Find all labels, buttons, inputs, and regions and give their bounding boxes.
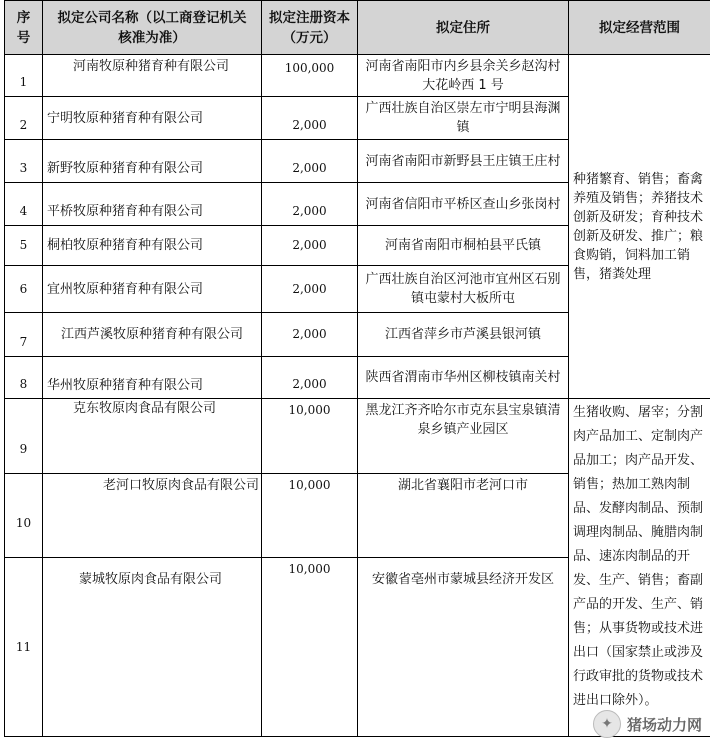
table-row (5, 55, 710, 97)
row-name: 华州牧原种猪育种有限公司 (43, 357, 262, 399)
row-capital: 10,000 (262, 474, 358, 558)
header-address: 拟定住所 (358, 1, 569, 55)
row-address: 江西省萍乡市芦溪县银河镇 (358, 313, 569, 357)
row-address: 河南省南阳市新野县王庄镇王庄村 (358, 140, 569, 183)
row-address: 广西壮族自治区崇左市宁明县海渊镇 (358, 97, 569, 140)
row-no: 11 (5, 558, 43, 737)
header-name: 拟定公司名称（以工商登记机关核准为准） (43, 1, 262, 55)
row-no: 1 (5, 55, 43, 97)
row-capital: 10,000 (262, 399, 358, 474)
row-address: 安徽省亳州市蒙城县经济开发区 (358, 558, 569, 737)
row-no: 2 (5, 97, 43, 140)
header-capital: 拟定注册资本（万元） (262, 1, 358, 55)
row-capital: 2,000 (262, 183, 358, 226)
row-name: 宜州牧原种猪育种有限公司 (43, 266, 262, 313)
row-capital: 100,000 (262, 55, 358, 97)
watermark (593, 710, 702, 738)
scope-breeding-cell (569, 55, 710, 399)
row-name: 宁明牧原种猪育种有限公司 (43, 97, 262, 140)
row-address: 湖北省襄阳市老河口市 (358, 474, 569, 558)
scope-breeding-text: 种猪繁育、销售；畜禽养殖及销售；养猪技术创新及研发；育种技术创新及研发、推广；粮食购销，饲料加工销售，猪粪处理 (573, 171, 704, 282)
row-capital: 2,000 (262, 97, 358, 140)
row-capital: 2,000 (262, 357, 358, 399)
company-table (4, 0, 710, 737)
row-no: 7 (5, 313, 43, 357)
row-no: 8 (5, 357, 43, 399)
row-name: 克东牧原肉食品有限公司 (43, 399, 262, 474)
row-no: 6 (5, 266, 43, 313)
row-address: 广西壮族自治区河池市宜州区石别镇屯蒙村大板所屯 (358, 266, 569, 313)
row-address: 河南省南阳市桐柏县平氏镇 (358, 226, 569, 266)
scope-food-cell (569, 399, 710, 737)
row-capital: 2,000 (262, 266, 358, 313)
row-name: 江西芦溪牧原种猪育种有限公司 (43, 313, 262, 357)
header-scope: 拟定经营范围 (569, 1, 710, 55)
row-address: 河南省南阳市内乡县余关乡赵沟村大花岭西 1 号 (358, 55, 569, 97)
row-name: 新野牧原种猪育种有限公司 (43, 140, 262, 183)
wechat-icon: ✦ (593, 710, 621, 738)
row-name: 河南牧原种猪育种有限公司 (43, 55, 262, 97)
row-capital: 2,000 (262, 226, 358, 266)
row-no: 5 (5, 226, 43, 266)
row-no: 3 (5, 140, 43, 183)
header-row (5, 1, 710, 55)
row-name: 平桥牧原种猪育种有限公司 (43, 183, 262, 226)
row-capital: 10,000 (262, 558, 358, 737)
row-capital: 2,000 (262, 140, 358, 183)
row-capital: 2,000 (262, 313, 358, 357)
row-no: 10 (5, 474, 43, 558)
row-name: 蒙城牧原肉食品有限公司 (43, 558, 262, 737)
row-address: 河南省信阳市平桥区查山乡张岗村 (358, 183, 569, 226)
row-name: 桐柏牧原种猪育种有限公司 (43, 226, 262, 266)
watermark-text: 猪场动力网 (626, 715, 702, 734)
row-address: 陕西省渭南市华州区柳枝镇南关村 (358, 357, 569, 399)
row-no: 4 (5, 183, 43, 226)
scope-food-text: 生猪收购、屠宰；分割肉产品加工、定制肉产品加工；肉产品开发、销售；热加工熟肉制品、发酵肉制品、预制调理肉制品、腌腊肉制品、速冻肉制品的开发、生产、销售；畜副产品的开发、生产、销售；从事货物或技术进出口（国家禁止或涉及行政审批的货物或技术进出口除外）。 (573, 405, 704, 708)
row-no: 9 (5, 399, 43, 474)
row-name: 老河口牧原肉食品有限公司 (43, 474, 262, 558)
table-row (5, 399, 710, 474)
row-address: 黑龙江齐齐哈尔市克东县宝泉镇清泉乡镇产业园区 (358, 399, 569, 474)
header-no: 序号 (5, 1, 43, 55)
